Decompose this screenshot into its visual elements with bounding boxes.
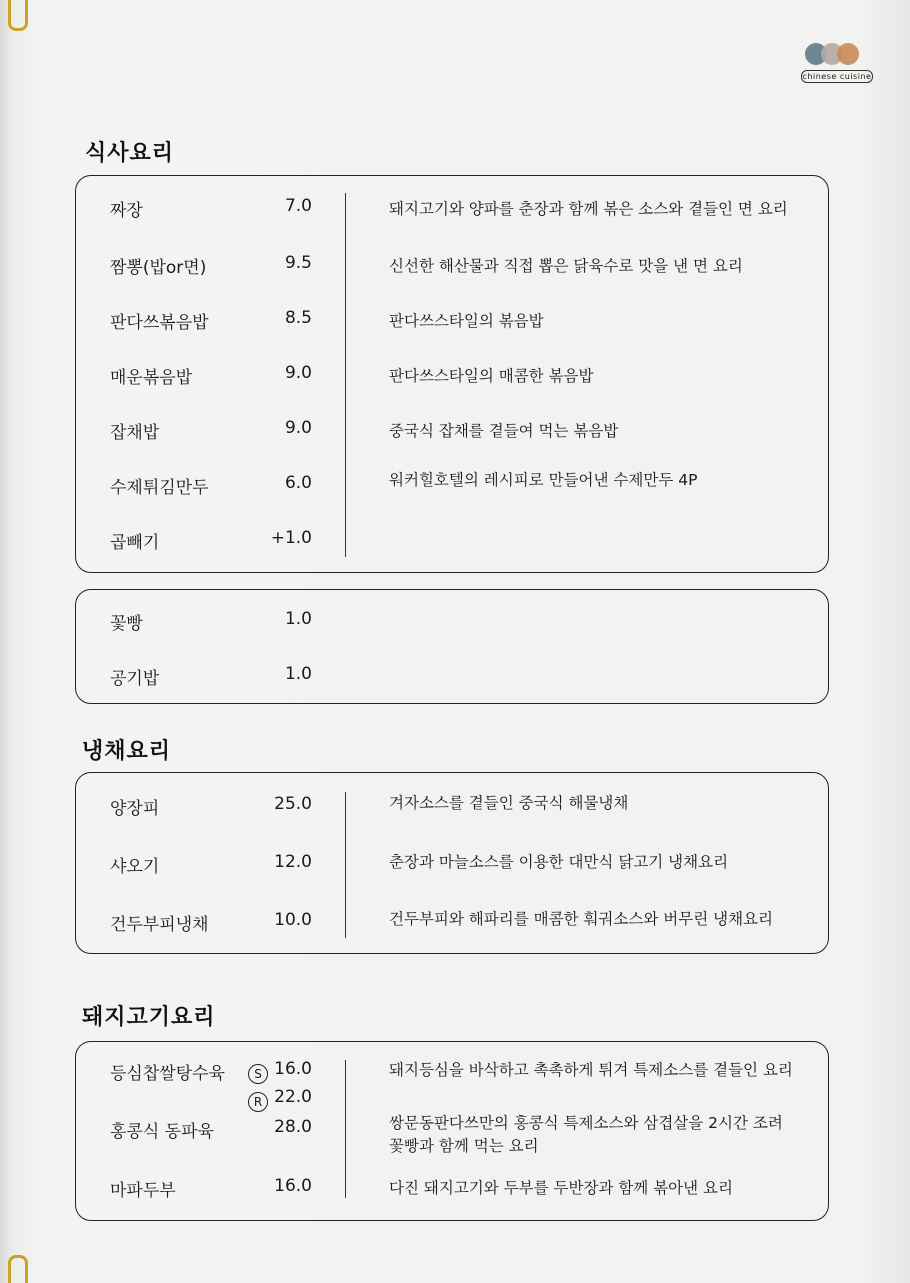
logo-circle-orange	[837, 43, 859, 65]
item-name: 등심찹쌀탕수육	[110, 1064, 225, 1084]
sides-menu-box	[75, 589, 829, 704]
item-desc: 춘장과 마늘소스를 이용한 대만식 닭고기 냉채요리	[389, 853, 729, 871]
size-regular-badge: R	[248, 1092, 268, 1112]
binder-ring-top	[8, 0, 28, 31]
section-title-pork: 돼지고기요리	[82, 1005, 216, 1030]
item-name: 양장피	[110, 799, 160, 819]
item-desc: 판다쓰스타일의 매콤한 볶음밥	[389, 367, 594, 385]
item-price: 9.0	[284, 363, 312, 383]
item-price: 16.0	[274, 1176, 312, 1196]
item-name: 홍콩식 동파육	[110, 1122, 214, 1142]
item-name: 짜장	[110, 201, 143, 221]
item-price: 9.5	[284, 253, 312, 273]
item-name: 건두부피냉채	[110, 915, 209, 935]
item-name: 짬뽕(밥or면)	[110, 258, 207, 278]
item-price: 25.0	[274, 794, 312, 814]
meal-divider	[345, 193, 346, 557]
item-name: 매운볶음밥	[110, 368, 193, 388]
item-desc-line1: 쌍문동판다쓰만의 홍콩식 특제소스와 삼겹살을 2시간 조려	[389, 1114, 783, 1132]
item-name: 공기밥	[110, 669, 160, 689]
item-price: 1.0	[284, 664, 312, 684]
item-desc: 다진 돼지고기와 두부를 두반장과 함께 볶아낸 요리	[389, 1179, 733, 1197]
logo-caption: chinese cuisine	[802, 72, 872, 81]
section-title-cold: 냉채요리	[82, 739, 172, 764]
item-desc: 겨자소스를 곁들인 중국식 해물냉채	[389, 794, 629, 812]
item-name: 곱빼기	[110, 533, 160, 553]
item-price: 1.0	[284, 609, 312, 629]
item-desc: 건두부피와 해파리를 매콤한 훠궈소스와 버무린 냉채요리	[389, 910, 773, 928]
item-name: 마파두부	[110, 1181, 176, 1201]
item-price: +1.0	[270, 528, 312, 548]
binder-ring-bottom	[8, 1255, 28, 1283]
item-name: 수제튀김만두	[110, 478, 209, 498]
item-name: 샤오기	[110, 857, 160, 877]
item-desc-line2: 꽃빵과 함께 먹는 요리	[389, 1137, 539, 1155]
item-price: 12.0	[274, 852, 312, 872]
item-price: 7.0	[284, 196, 312, 216]
item-desc: 워커힐호텔의 레시피로 만들어낸 수제만두 4P	[389, 471, 698, 489]
item-desc: 돼지고기와 양파를 춘장과 함께 볶은 소스와 곁들인 면 요리	[389, 200, 788, 218]
item-price: 28.0	[274, 1117, 312, 1137]
section-title-meal: 식사요리	[85, 141, 175, 166]
item-price: 8.5	[284, 308, 312, 328]
restaurant-logo	[802, 40, 872, 86]
item-price: 9.0	[284, 418, 312, 438]
item-price: 10.0	[274, 910, 312, 930]
item-desc: 돼지등심을 바삭하고 촉촉하게 튀겨 특제소스를 곁들인 요리	[389, 1061, 793, 1079]
item-price-regular: 22.0	[274, 1087, 312, 1107]
item-name: 꽃빵	[110, 614, 143, 634]
item-price-small: 16.0	[274, 1059, 312, 1079]
item-desc: 판다쓰스타일의 볶음밥	[389, 312, 544, 330]
item-name: 잡채밥	[110, 423, 160, 443]
item-price: 6.0	[284, 473, 312, 493]
item-name: 판다쓰볶음밥	[110, 313, 209, 333]
cold-divider	[345, 792, 346, 938]
size-small-badge: S	[248, 1064, 268, 1084]
item-desc: 신선한 해산물과 직접 뽑은 닭육수로 맛을 낸 면 요리	[389, 257, 743, 275]
item-desc: 중국식 잡채를 곁들여 먹는 볶음밥	[389, 422, 619, 440]
pork-divider	[345, 1060, 346, 1198]
